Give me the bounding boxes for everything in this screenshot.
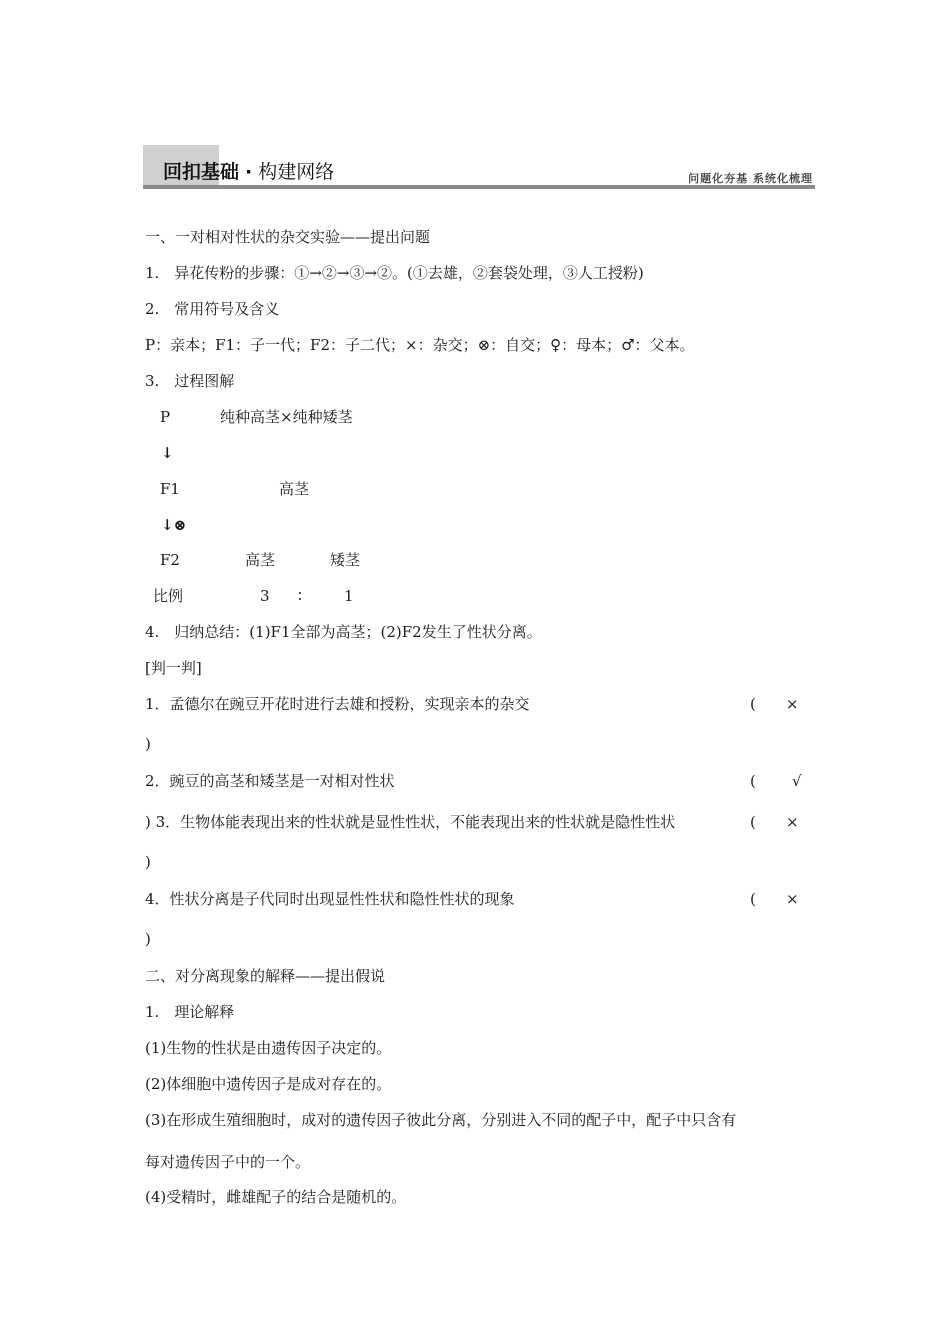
section2-point-4: (4)受精时，雌雄配子的结合是随机的。 — [145, 1188, 407, 1206]
header-tagline: 问题化夯基 系统化梳理 — [688, 172, 813, 185]
diagram-p-text: 纯种高茎×纯种矮茎 — [220, 408, 353, 426]
diagram-ratio-a: 3 — [260, 587, 270, 605]
header-title-main: 回扣基础 — [163, 161, 240, 183]
judge-question-4: 4．性状分离是子代同时出现显性性状和隐性性状的现象 — [145, 890, 515, 908]
judge-q3-paren-close: ) — [145, 853, 151, 871]
judge-q1-answer: × — [786, 695, 799, 713]
section2-point-2: (2)体细胞中遗传因子是成对存在的。 — [145, 1075, 392, 1093]
judge-q1-paren-close: ) — [145, 735, 151, 753]
section2-item1: 1. 理论解释 — [145, 1003, 235, 1021]
diagram-f1-label: F1 — [160, 480, 180, 498]
judge-q2-answer: √ — [792, 772, 802, 790]
diagram-f2-short: 矮茎 — [330, 551, 361, 569]
judge-q3-answer: × — [786, 813, 799, 831]
judge-question-2: 2．豌豆的高茎和矮茎是一对相对性状 — [145, 772, 395, 790]
section2-point-1: (1)生物的性状是由遗传因子决定的。 — [145, 1039, 392, 1057]
header-rule — [143, 185, 815, 189]
diagram-f2-tall: 高茎 — [245, 551, 276, 569]
section1-item1: 1. 异花传粉的步骤：①→②→③→②。(①去雄，②套袋处理，③人工授粉) — [145, 264, 644, 282]
diagram-ratio-colon: ∶ — [298, 587, 302, 605]
header-title — [163, 157, 334, 184]
symbols-line: P：亲本；F1：子一代；F2：子二代；×：杂交；⊗：自交；♀：母本；♂：父本。 — [145, 336, 695, 354]
section1-heading: 一、一对相对性状的杂交实验——提出问题 — [145, 228, 431, 246]
diagram-p-label: P — [160, 408, 171, 426]
section1-item2: 2. 常用符号及含义 — [145, 300, 280, 318]
section2-point-3a: (3)在形成生殖细胞时，成对的遗传因子彼此分离，分别进入不同的配子中，配子中只含有 — [145, 1111, 737, 1129]
judge-q1-paren-open: ( — [750, 695, 756, 713]
diagram-f2-label: F2 — [160, 551, 180, 569]
section1-item4: 4. 归纳总结：(1)F1全部为高茎；(2)F2发生了性状分离。 — [145, 623, 542, 641]
diagram-f1-text: 高茎 — [279, 480, 310, 498]
diagram-ratio-label: 比例 — [153, 587, 184, 605]
section2-point-3b: 每对遗传因子中的一个。 — [145, 1153, 311, 1171]
section-header — [143, 145, 815, 191]
section1-item3: 3. 过程图解 — [145, 372, 235, 390]
section2-heading: 二、对分离现象的解释——提出假说 — [145, 967, 386, 985]
judge-q4-paren-close: ) — [145, 930, 151, 948]
judge-q4-paren-open: ( — [750, 890, 756, 908]
diagram-arrow-self: ↓⊗ — [161, 516, 187, 534]
diagram-arrow-down: ↓ — [161, 444, 174, 462]
judge-heading: [判一判] — [145, 659, 202, 677]
header-dot: · — [245, 161, 253, 183]
judge-q2-paren-open: ( — [750, 772, 756, 790]
judge-question-1: 1．孟德尔在豌豆开花时进行去雄和授粉，实现亲本的杂交 — [145, 695, 530, 713]
judge-q3-paren-open: ( — [750, 813, 756, 831]
judge-q4-answer: × — [786, 890, 799, 908]
header-subtitle: 构建网络 — [258, 161, 335, 183]
judge-question-3: ) 3．生物体能表现出来的性状就是显性性状，不能表现出来的性状就是隐性性状 — [145, 813, 676, 831]
diagram-ratio-b: 1 — [344, 587, 354, 605]
